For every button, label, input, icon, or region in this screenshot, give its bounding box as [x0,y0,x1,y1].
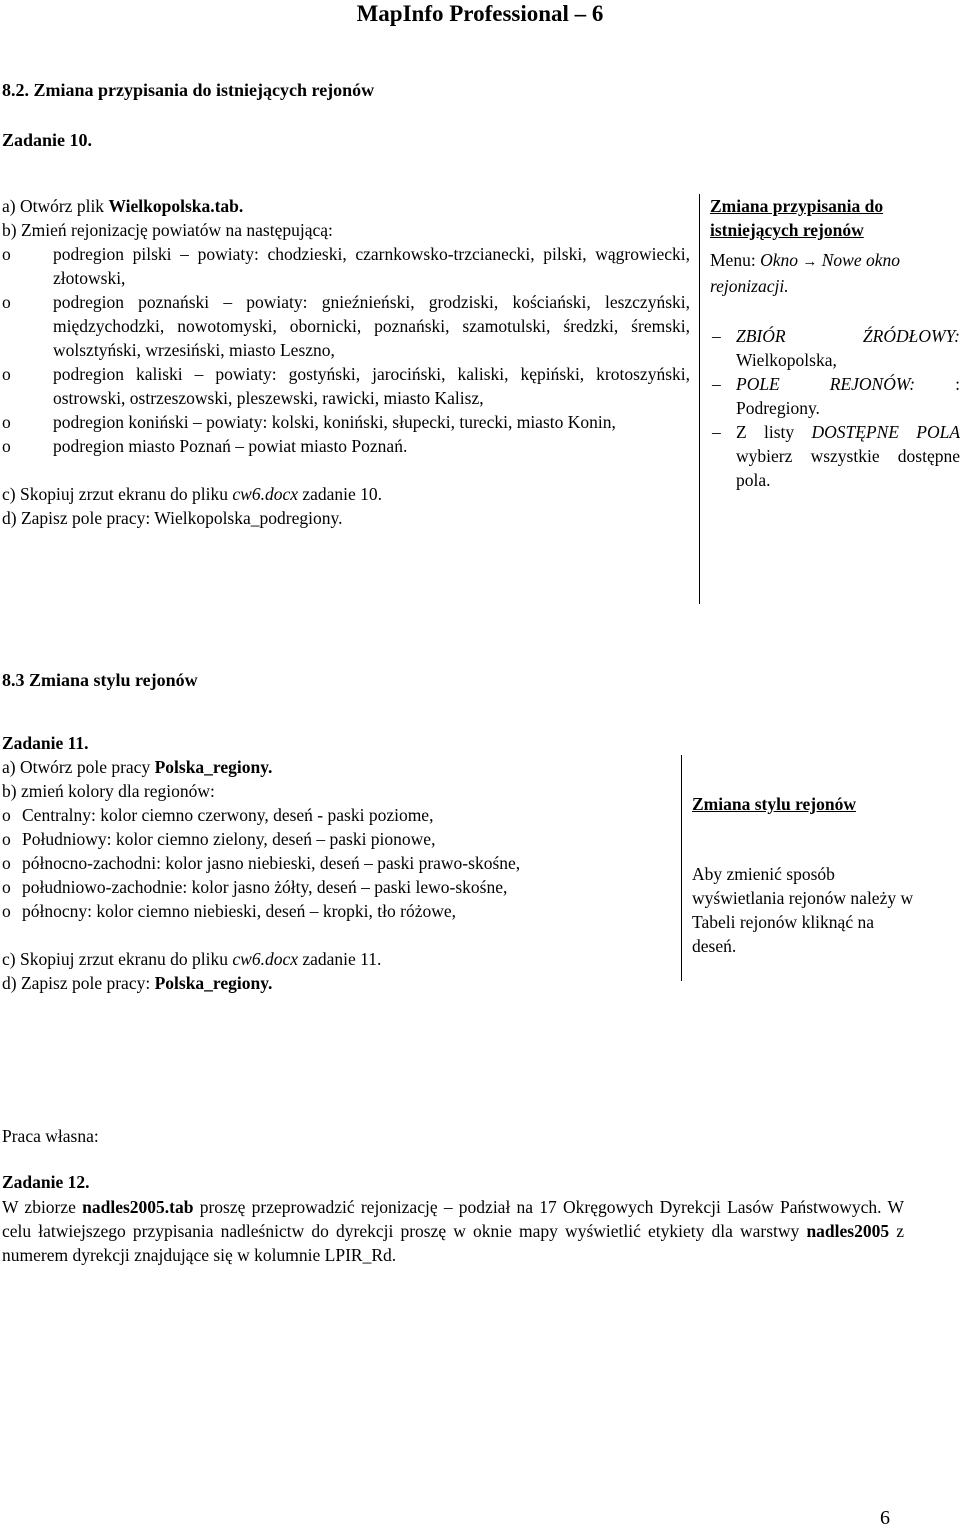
task-10-side-note [710,194,960,492]
task-11-step-c [2,947,672,971]
step-c-suffix: zadanie 11. [297,949,382,969]
file-name: Polska_regiony. [154,973,273,993]
column-divider [681,755,682,981]
bullet-icon: o [2,244,11,264]
menu-path [710,248,960,298]
section-heading-8-2: 8.2. Zmiana przypisania do istniejących rejonów [2,80,375,100]
list-item-text: południowo-zachodnie: kolor jasno żółty, deseń – paski lewo-skośne, [22,877,508,897]
task-12-text [2,1195,904,1267]
task-11-side-note [692,792,932,958]
menu-prefix: Menu: [710,250,761,270]
step-a-text: a) Otwórz plik [2,196,109,216]
side-step-source [710,324,960,372]
bullet-icon: o [2,412,11,432]
section-heading-8-3: 8.3 Zmiana stylu rejonów [2,670,198,690]
bullet-icon: o [2,436,11,456]
dash-icon: – [712,374,721,394]
list-item [2,290,690,362]
menu-item-okno: Okno [760,250,798,270]
list-item-text: północny: kolor ciemno niebieski, deseń – kropki, tło różowe, [22,901,457,921]
bullet-icon: o [2,853,11,873]
task-10-step-d: d) Zapisz pole pracy: Wielkopolska_podregiony. [2,508,343,528]
column-divider [699,194,700,604]
task-10-instructions [2,194,690,530]
file-name: cw6.docx [232,949,298,969]
list-item [2,242,690,290]
list-item-text: podregion miasto Poznań – powiat miasto Poznań. [53,436,408,456]
own-work-label: Praca własna: [2,1126,99,1146]
step-d-text: d) Zapisz pole pracy: [2,973,155,993]
file-name: cw6.docx [232,484,298,504]
task-11-heading: Zadanie 11. [2,733,89,753]
page-number: 6 [880,1507,890,1529]
bullet-icon: o [2,805,11,825]
field-label: POLE REJONÓW: [736,374,916,394]
file-name: nadles2005.tab [82,1197,194,1217]
task-11-step-a [2,755,672,779]
task-10-step-c [2,482,690,506]
list-item-text: podregion pilski – powiaty: chodzieski, czarnkowsko-trzcianecki, pilski, wągrowiecki, złotowski, [53,244,690,288]
task-12-heading: Zadanie 12. [2,1172,90,1192]
arrow-right-icon: → [802,254,818,270]
side-note-steps [710,324,960,492]
list-item [2,434,690,458]
field-value: Wielkopolska, [736,350,837,370]
step-c-suffix: zadanie 10. [297,484,383,504]
task-10-step-b: b) Zmień rejonizację powiatów na następującą: [2,220,333,240]
task-12-text-part: W zbiorze [2,1197,83,1217]
list-item-text: podregion kaliski – powiaty: gostyński, jarociński, kaliski, kępiński, krotoszyński, ostrowski, ostrzeszowski, pleszewski, rawicki, miasto Kalisz, [53,364,690,408]
list-item [2,803,672,827]
task-12-text-part: proszę przeprowadzić rejonizację – podział na 17 Okręgowych Dyrekcji Lasów Państwowych. W celu łatwiejszego przypisania nadleśnictw do dyrekcji proszę w oknie mapy wyświetlić etykiety dla warstwy [2,1197,904,1241]
list-item [2,851,672,875]
task-10-heading: Zadanie 10. [2,130,93,150]
bullet-icon: o [2,901,11,921]
step-c-text: c) Skopiuj zrzut ekranu do pliku [2,949,233,969]
side-note-body: Aby zmienić sposób wyświetlania rejonów należy w Tabeli rejonów kliknąć na deseń. [692,864,914,956]
list-prefix: Z listy [736,422,812,442]
list-item-text: Południowy: kolor ciemno zielony, deseń – paski pionowe, [22,829,436,849]
list-item-text: podregion koniński – powiaty: kolski, koniński, słupecki, turecki, miasto Konin, [53,412,616,432]
side-note-title: Zmiana przypisania do istniejących rejonów [710,196,884,240]
list-item [2,362,690,410]
bullet-icon: o [2,877,11,897]
file-name: Wielkopolska.tab. [108,196,244,216]
field-colon: : [915,374,960,394]
layer-name: nadles2005 [806,1221,890,1241]
list-suffix: wybierz wszystkie dostępne pola. [736,446,960,490]
list-item [2,410,690,434]
list-item [2,875,672,899]
list-item [2,899,672,923]
task-11-instructions [2,731,672,995]
field-label: DOSTĘPNE POLA [811,422,960,442]
side-step-list [710,420,960,492]
page-title: MapInfo Professional – 6 [356,1,604,26]
bullet-icon: o [2,829,11,849]
field-value: Podregiony. [736,398,820,418]
side-step-field [710,372,960,420]
task-12-text-part: z numerem dyrekcji znajdujące się w kolumnie LPIR_Rd. [2,1221,904,1265]
list-item-text: północno-zachodni: kolor jasno niebieski, deseń – paski prawo-skośne, [22,853,521,873]
bullet-icon: o [2,364,11,384]
list-item-text: Centralny: kolor ciemno czerwony, deseń - paski poziome, [22,805,434,825]
dash-icon: – [712,326,721,346]
bullet-icon: o [2,292,11,312]
task-11-step-b: b) zmień kolory dla regionów: [2,781,215,801]
list-item [2,827,672,851]
list-item-text: podregion poznański – powiaty: gnieźnieński, grodziski, kościański, leszczyński, międzychodzki, nowotomyski, obornicki, poznański, szamotulski, średzki, śremski, wolsztyński, wrzesiński, miasto Leszno, [53,292,690,360]
menu-item-nowe-okno: Nowe okno rejonizacji. [710,250,900,296]
field-label: ZBIÓR ŹRÓDŁOWY: [736,326,960,346]
side-note-title: Zmiana stylu rejonów [692,794,856,814]
step-a-text: a) Otwórz pole pracy [2,757,155,777]
task-11-step-d [2,971,672,995]
dash-icon: – [712,422,721,442]
step-c-text: c) Skopiuj zrzut ekranu do pliku [2,484,233,504]
file-name: Polska_regiony. [154,757,273,777]
task-10-step-a [2,194,690,218]
